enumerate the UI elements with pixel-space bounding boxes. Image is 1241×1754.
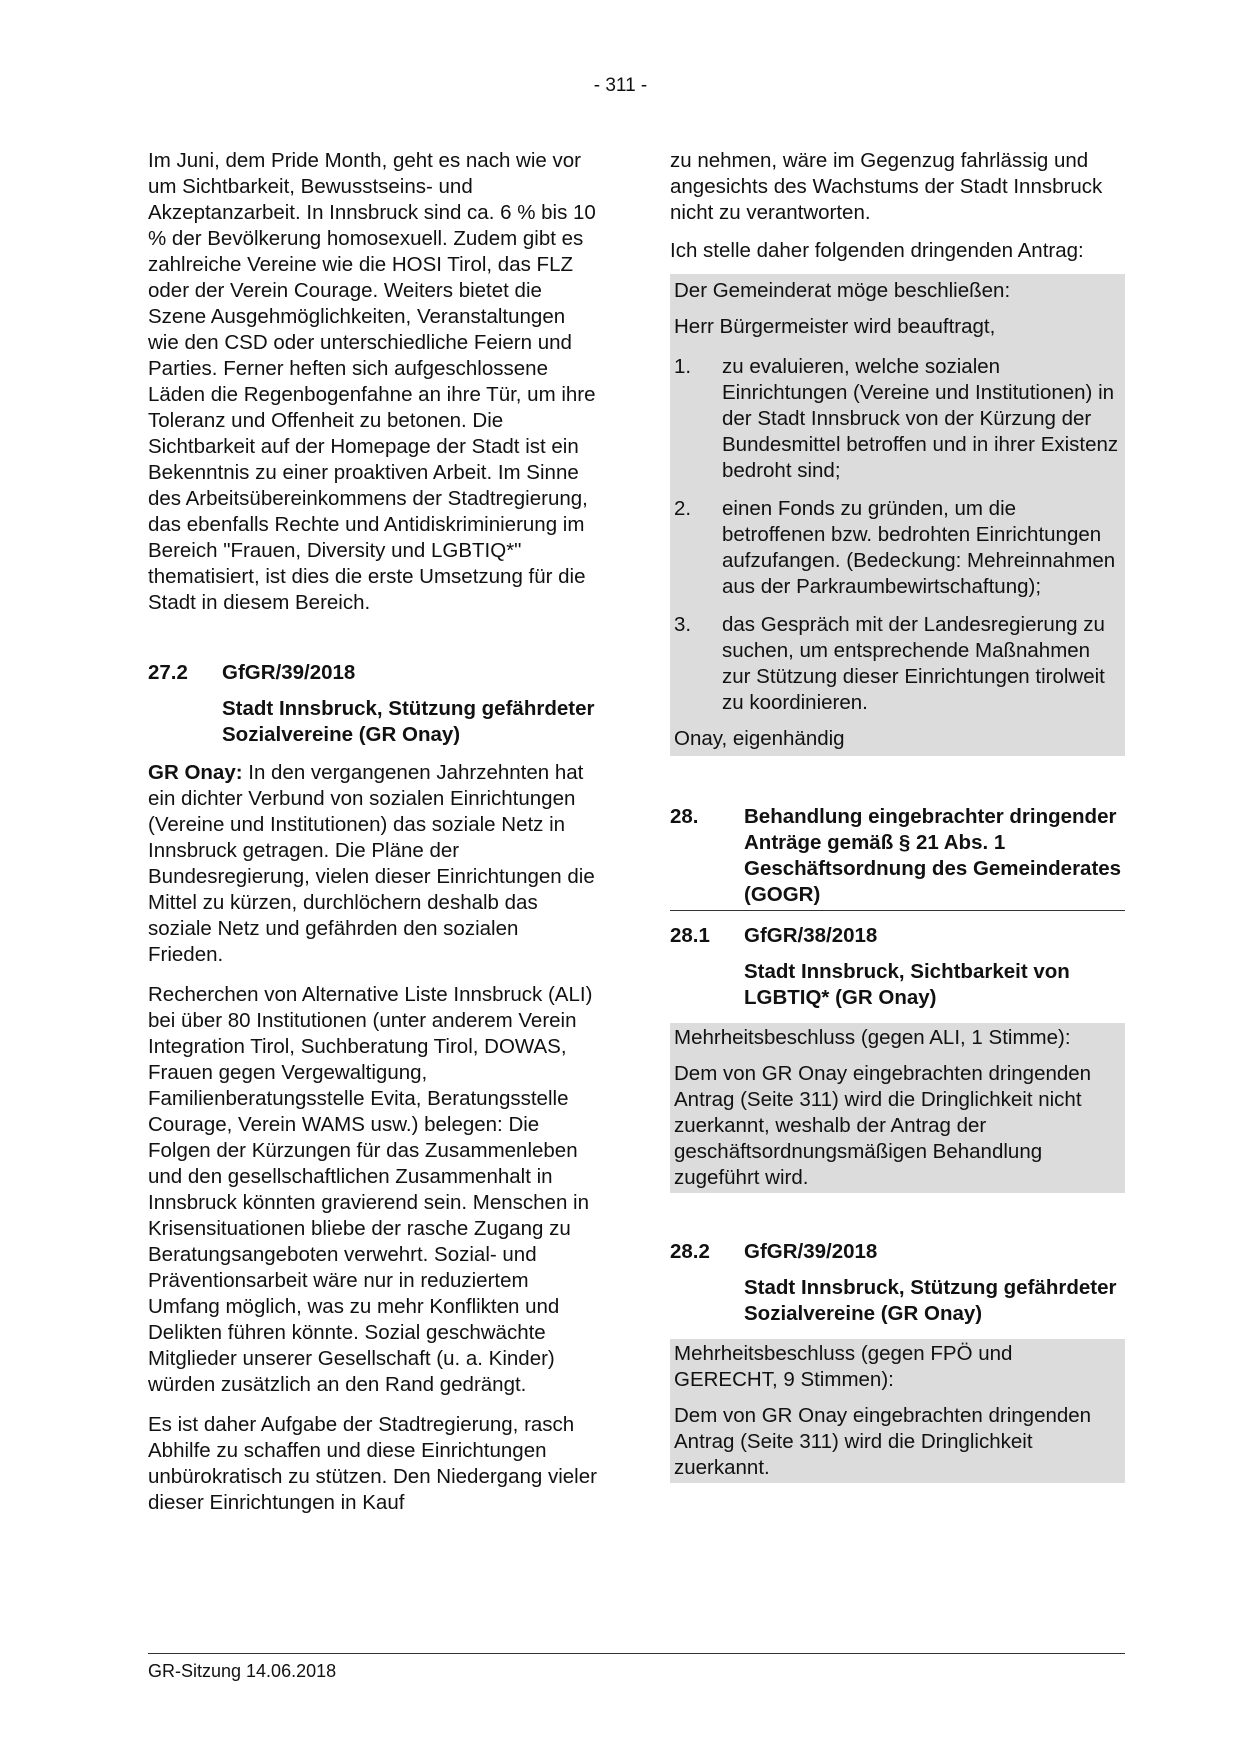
- decision-label: Mehrheitsbeschluss (gegen FPÖ und GERECHT, 9 Stimmen):: [674, 1342, 1013, 1391]
- section-title: Behandlung eingebrachter dringender Anträge gemäß § 21 Abs. 1 Geschäftsordnung des Gemeinderates (GOGR): [744, 805, 1122, 906]
- decision-text: Dem von GR Onay eingebrachten dringenden Antrag (Seite 311) wird die Dringlichkeit nicht zuerkannt, weshalb der Antrag der geschäftsordnungsmäßigen Behandlung zugeführt wird.: [674, 1062, 1092, 1189]
- paragraph-request: Ich stelle daher folgenden dringenden Antrag:: [670, 239, 1084, 262]
- paragraph-conclusion: Es ist daher Aufgabe der Stadtregierung, rasch Abhilfe zu schaffen und diese Einrichtungen unbürokratisch zu stützen. Den Niedergang vieler dieser Einrichtungen in Kauf: [148, 1413, 597, 1514]
- section-title: Stadt Innsbruck, Sichtbarkeit von LGBTIQ* (GR Onay): [744, 960, 1070, 1009]
- section-number: 28.1: [670, 924, 710, 947]
- section-title: Stadt Innsbruck, Stützung gefährdeter Sozialvereine (GR Onay): [222, 697, 595, 746]
- section-code: GfGR/38/2018: [744, 924, 878, 947]
- footer-divider: [148, 1653, 1125, 1654]
- motion-list: [674, 354, 1121, 716]
- section-code: GfGR/39/2018: [744, 1240, 878, 1263]
- section-code: GfGR/39/2018: [222, 661, 356, 684]
- motion-box: [670, 274, 1125, 756]
- section-heading: [148, 660, 598, 686]
- paragraph-speech: [148, 760, 598, 968]
- motion-intro: Der Gemeinderat möge beschließen:: [674, 279, 1011, 302]
- section-number: 28.: [670, 805, 699, 828]
- page-number: - 311 -: [593, 75, 648, 96]
- decision-box: [670, 1023, 1125, 1193]
- section-title: Stadt Innsbruck, Stützung gefährdeter Sozialvereine (GR Onay): [744, 1276, 1117, 1325]
- speaker-name: GR Onay:: [148, 761, 243, 784]
- section-28: [670, 804, 1125, 911]
- motion-item: 1. zu evaluieren, welche sozialen Einrichtungen (Vereine und Institutionen) in der Stadt Innsbruck von der Kürzung der Bundesmittel betroffen und in ihrer Existenz bedroht sind;: [674, 355, 1119, 482]
- footer-text: GR-Sitzung 14.06.2018: [148, 1661, 337, 1681]
- section-27-2: [148, 660, 598, 748]
- decision-text: Dem von GR Onay eingebrachten dringenden Antrag (Seite 311) wird die Dringlichkeit zuerkannt.: [674, 1404, 1092, 1479]
- paragraph-pride-month: Im Juni, dem Pride Month, geht es nach wie vor um Sichtbarkeit, Bewusstseins- und Akzeptanzarbeit. In Innsbruck sind ca. 6 % bis 10 % der Bevölkerung homosexuell. Zudem gibt es zahlreiche Vereine wie die HOSI Tirol, das FLZ oder der Verein Courage. Weiters bietet die Szene Ausgehmöglichkeiten, Veranstaltungen wie den CSD oder unterschiedliche Feiern und Parties. Ferner heften sich aufgeschlossene Läden die Regenbogenfahne an ihre Tür, um ihre Toleranz und Offenheit zu betonen. Die Sichtbarkeit auf der Homepage der Stadt ist ein Bekenntnis zu einer proaktiven Arbeit. Im Sinne des Arbeitsübereinkommens der Stadtregierung, das ebenfalls Rechte und Antidiskriminierung im Bereich "Frauen, Diversity und LGBTIQ*" thematisiert, ist dies die erste Umsetzung für die Stadt in diesem Bereich.: [148, 149, 596, 614]
- decision-label: Mehrheitsbeschluss (gegen ALI, 1 Stimme):: [674, 1026, 1071, 1049]
- motion-item: 2. einen Fonds zu gründen, um die betroffenen bzw. bedrohten Einrichtungen aufzufangen. (Bedeckung: Mehreinnahmen aus der Parkraumbewirtschaftung);: [674, 497, 1116, 598]
- speech-text: In den vergangenen Jahrzehnten hat ein dichter Verbund von sozialen Einrichtungen (Vereine und Institutionen) das soziale Netz in Innsbruck getragen. Die Pläne der Bundesregierung, vielen dieser Einrichtungen die Mittel zu kürzen, durchlöchern deshalb das soziale Netz und gefährden den sozialen Frieden.: [148, 761, 595, 966]
- motion-item: 3. das Gespräch mit der Landesregierung zu suchen, um entsprechende Maßnahmen zur Stützung dieser Einrichtungen tirolweit zu koordinieren.: [674, 613, 1105, 714]
- motion-mandate: Herr Bürgermeister wird beauftragt,: [674, 315, 996, 338]
- paragraph-continuation: zu nehmen, wäre im Gegenzug fahrlässig und angesichts des Wachstums der Stadt Innsbruck nicht zu verantworten.: [670, 149, 1103, 224]
- section-28-1: [670, 923, 1125, 1193]
- section-number: 28.2: [670, 1240, 710, 1263]
- left-column: [148, 148, 598, 1516]
- section-28-2: [670, 1239, 1125, 1483]
- section-number: 27.2: [148, 661, 188, 684]
- decision-box: [670, 1339, 1125, 1483]
- motion-signature: Onay, eigenhändig: [674, 727, 845, 750]
- paragraph-research: Recherchen von Alternative Liste Innsbruck (ALI) bei über 80 Institutionen (unter anderem Verein Integration Tirol, Suchberatung Tirol, DOWAS, Frauen gegen Vergewaltigung, Familienberatungsstelle Evita, Beratungsstelle Courage, Verein WAMS usw.) belegen: Die Folgen der Kürzungen für das Zusammenleben und den gesellschaftlichen Zusammenhalt in Innsbruck könnten gravierend sein. Menschen in Krisensituationen bliebe der rasche Zugang zu Beratungsangeboten verwehrt. Sozial- und Präventionsarbeit wäre nur in reduziertem Umfang möglich, was zu mehr Konflikten und Delikten führen könnte. Sozial geschwächte Mitglieder unserer Gesellschaft (u. a. Kinder) würden zusätzlich an den Rand gedrängt.: [148, 983, 593, 1396]
- right-column: [670, 148, 1125, 1483]
